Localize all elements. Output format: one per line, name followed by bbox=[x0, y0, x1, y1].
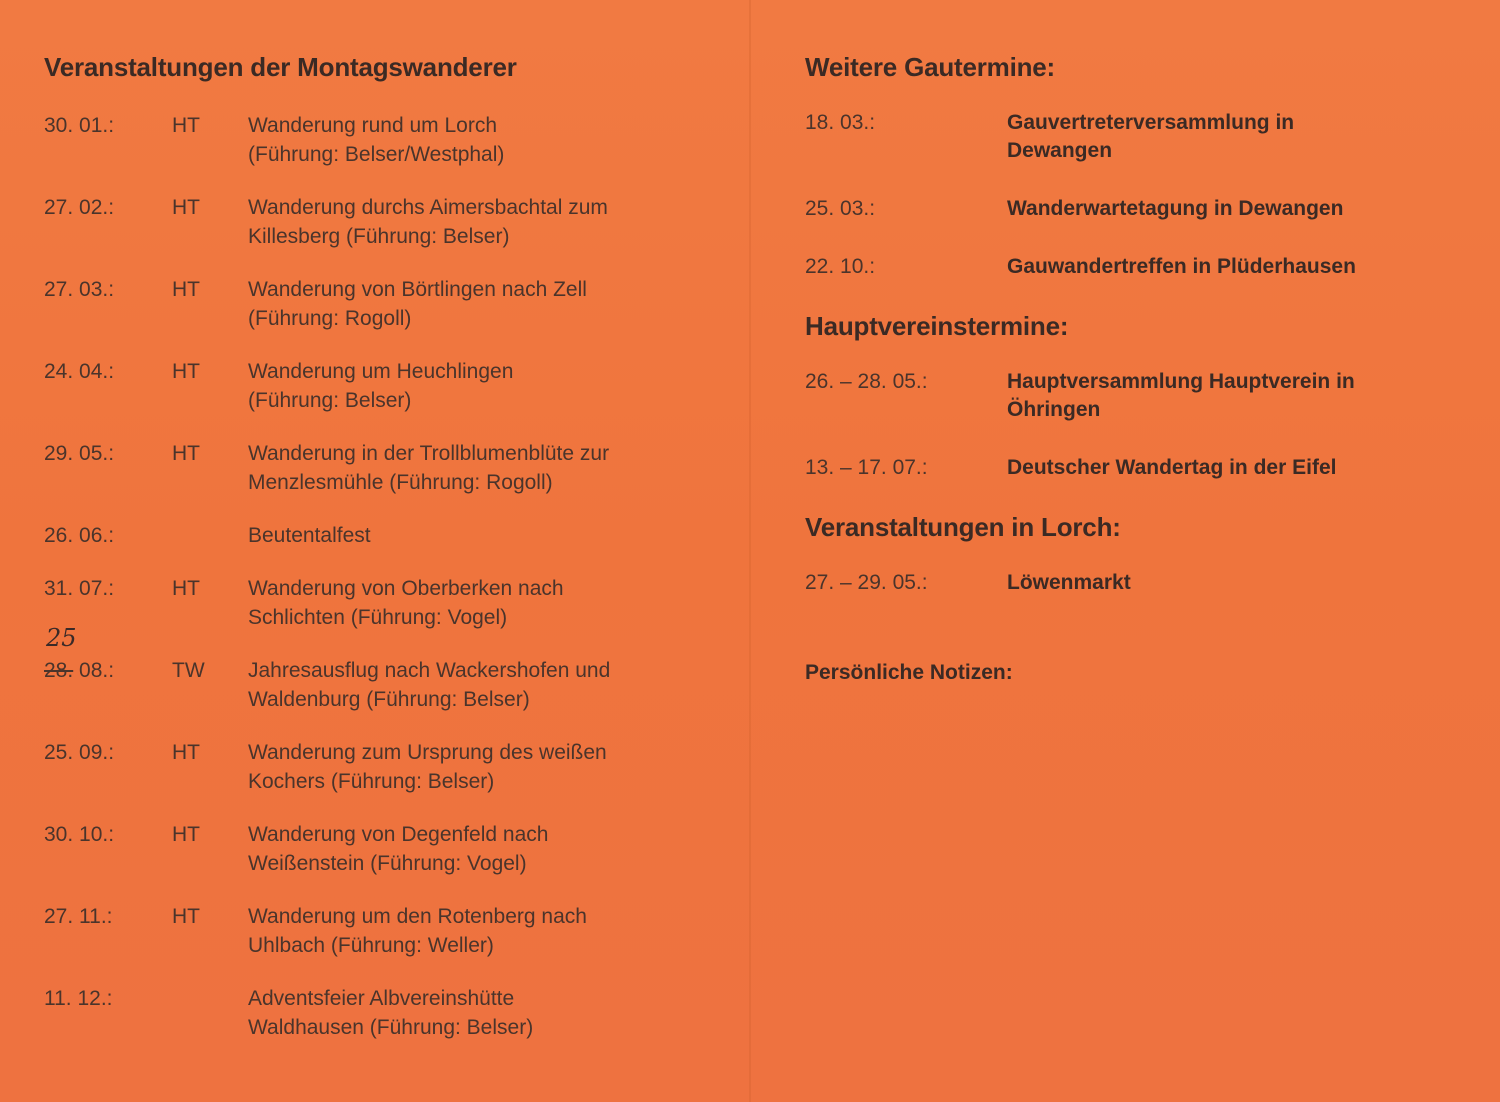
event-description: Adventsfeier Albvereinshütte Waldhausen (Führung: Belser) bbox=[248, 987, 534, 1039]
event-description: Wanderung von Oberberken nach Schlichten (Führung: Vogel) bbox=[248, 577, 564, 629]
event-date: 25. 09.: bbox=[44, 741, 115, 764]
hauptvereinstermine-title: Hauptvereinstermine: bbox=[805, 311, 1069, 341]
event-row bbox=[44, 902, 724, 960]
fold-line bbox=[749, 0, 751, 1102]
event-description: Beutentalfest bbox=[248, 524, 371, 547]
event-code bbox=[172, 984, 248, 1042]
termine-column bbox=[805, 52, 1445, 685]
handwritten-date-correction: 25 bbox=[46, 624, 77, 652]
hauptvereinstermine-list bbox=[805, 368, 1445, 482]
event-date: 26. – 28. 05.: bbox=[805, 370, 928, 393]
event-description: Hauptversammlung Hauptverein in Öhringen bbox=[1007, 370, 1355, 421]
event-code: HT bbox=[172, 360, 200, 383]
event-code: HT bbox=[172, 823, 200, 846]
event-date: 27. 02.: bbox=[44, 196, 115, 219]
event-row bbox=[44, 820, 724, 878]
lorch-events-list bbox=[805, 569, 1445, 597]
event-date: 22. 10.: bbox=[805, 255, 876, 278]
event-date bbox=[44, 624, 172, 714]
event-date: 30. 01.: bbox=[44, 114, 115, 137]
event-description: Gauvertreterversammlung in Dewangen bbox=[1007, 111, 1295, 162]
event-code bbox=[172, 521, 248, 550]
event-row bbox=[44, 984, 724, 1042]
event-row bbox=[805, 569, 1445, 597]
lorch-events-title: Veranstaltungen in Lorch: bbox=[805, 512, 1121, 542]
event-row bbox=[44, 193, 724, 251]
event-description: Wanderung von Degenfeld nach Weißenstein (Führung: Vogel) bbox=[248, 823, 549, 875]
event-date: 26. 06.: bbox=[44, 524, 115, 547]
event-date: 31. 07.: bbox=[44, 577, 115, 600]
event-row bbox=[44, 275, 724, 333]
event-row bbox=[805, 454, 1445, 482]
event-description: Deutscher Wandertag in der Eifel bbox=[1007, 456, 1337, 479]
event-date: 30. 10.: bbox=[44, 823, 115, 846]
event-code: TW bbox=[172, 659, 205, 682]
event-row bbox=[44, 521, 724, 550]
event-row bbox=[44, 624, 724, 714]
event-code: HT bbox=[172, 577, 200, 600]
event-date: 29. 05.: bbox=[44, 442, 115, 465]
gautermine-title: Weitere Gautermine: bbox=[805, 52, 1056, 82]
date-month: 08.: bbox=[73, 659, 115, 682]
event-date: 11. 12.: bbox=[44, 987, 113, 1010]
event-code: HT bbox=[172, 741, 200, 764]
event-description: Wanderwartetagung in Dewangen bbox=[1007, 197, 1344, 220]
event-row bbox=[805, 368, 1445, 424]
event-description: Wanderung durchs Aimersbachtal zum Killesberg (Führung: Belser) bbox=[248, 196, 608, 248]
event-description: Wanderung von Börtlingen nach Zell (Führung: Rogoll) bbox=[248, 278, 587, 330]
gautermine-list bbox=[805, 109, 1445, 281]
event-date: 27. 03.: bbox=[44, 278, 115, 301]
montagswanderer-event-list bbox=[44, 111, 724, 1042]
event-code: HT bbox=[172, 442, 200, 465]
event-description: Löwenmarkt bbox=[1007, 571, 1131, 594]
montagswanderer-column bbox=[44, 52, 724, 1042]
personal-notes-title: Persönliche Notizen: bbox=[805, 661, 1013, 684]
struck-date: 28. bbox=[44, 659, 74, 682]
event-description: Jahresausflug nach Wackershofen und Waldenburg (Führung: Belser) bbox=[248, 659, 611, 711]
event-row bbox=[44, 357, 724, 415]
event-date: 27. 11.: bbox=[44, 905, 113, 928]
event-date: 13. – 17. 07.: bbox=[805, 456, 928, 479]
event-row bbox=[805, 109, 1445, 165]
event-row bbox=[44, 574, 724, 632]
event-description: Wanderung in der Trollblumenblüte zur Menzlesmühle (Führung: Rogoll) bbox=[248, 442, 610, 494]
event-code: HT bbox=[172, 905, 200, 928]
event-row bbox=[805, 253, 1445, 281]
event-row bbox=[44, 738, 724, 796]
event-code: HT bbox=[172, 114, 200, 137]
event-row bbox=[44, 111, 724, 169]
event-date: 25. 03.: bbox=[805, 197, 876, 220]
event-description: Wanderung zum Ursprung des weißen Kochers (Führung: Belser) bbox=[248, 741, 607, 793]
event-row bbox=[44, 439, 724, 497]
event-description: Gauwandertreffen in Plüderhausen bbox=[1007, 255, 1356, 278]
event-description: Wanderung um den Rotenberg nach Uhlbach (Führung: Weller) bbox=[248, 905, 587, 957]
event-date: 18. 03.: bbox=[805, 111, 876, 134]
event-description: Wanderung rund um Lorch (Führung: Belser/Westphal) bbox=[248, 114, 505, 166]
event-date: 24. 04.: bbox=[44, 360, 115, 383]
event-code: HT bbox=[172, 196, 200, 219]
event-code: HT bbox=[172, 278, 200, 301]
montagswanderer-title: Veranstaltungen der Montagswanderer bbox=[44, 52, 517, 82]
event-date: 27. – 29. 05.: bbox=[805, 571, 928, 594]
event-description: Wanderung um Heuchlingen (Führung: Belser) bbox=[248, 360, 514, 412]
event-row bbox=[805, 195, 1445, 223]
